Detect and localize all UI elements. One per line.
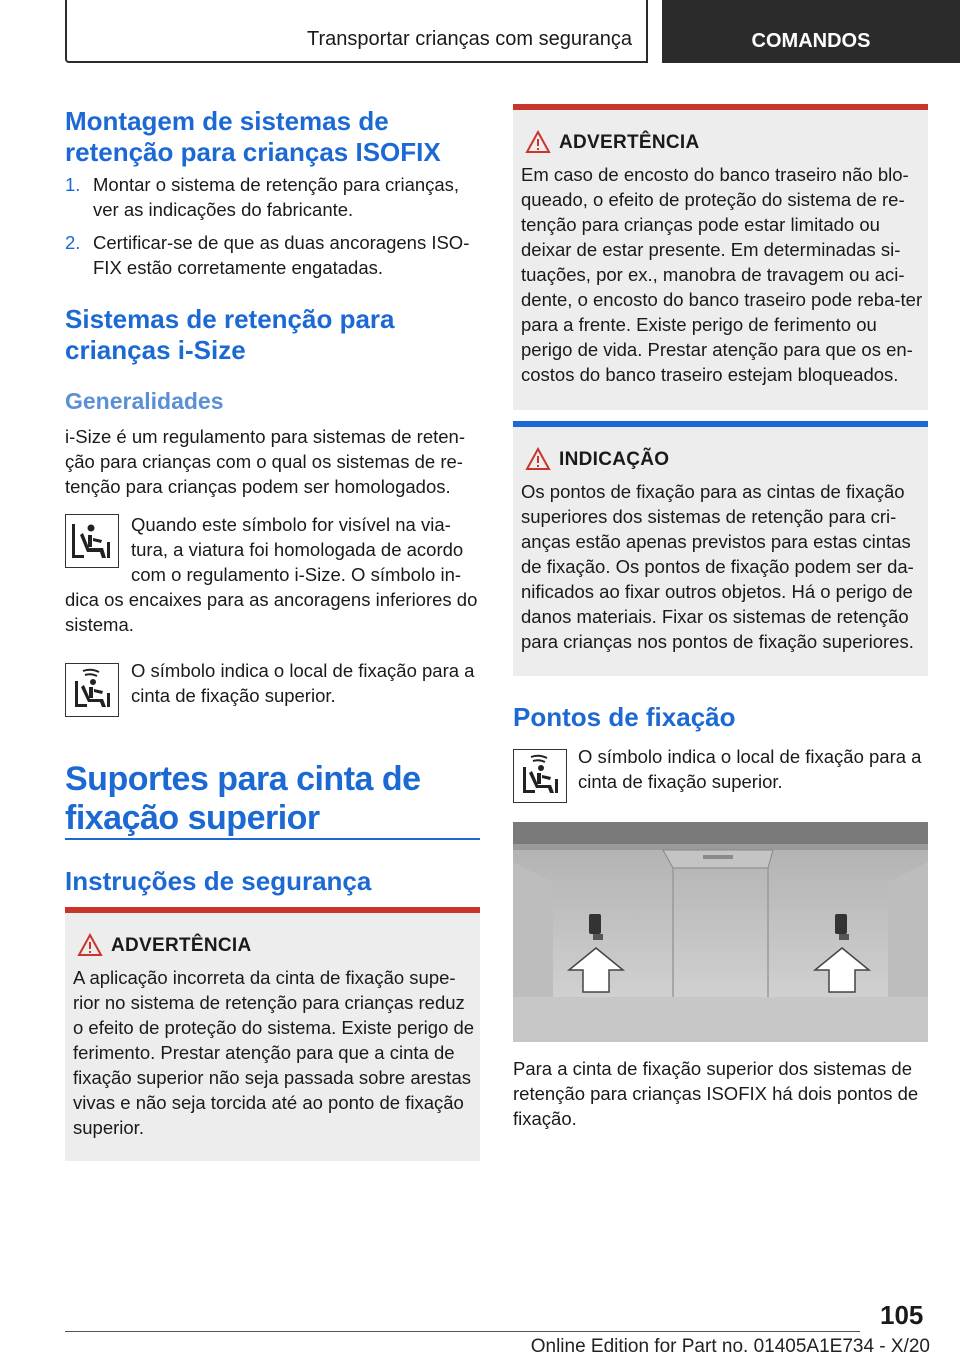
note-triangle-icon [525,447,551,471]
warning-title: ADVERTÊNCIA [559,132,700,153]
safety-heading: Instruções de segurança [65,866,372,896]
general-heading: Generalidades [65,388,224,414]
top-tether-symbol-icon [65,663,119,717]
isofix-heading: Montagem de sistemas de retenção para crianças ISOFIX [65,106,441,167]
tether-heading: Suportes para cinta de fixação superior [65,760,421,837]
step-text: Certificar-se de que as duas ancoragens ISO-FIX estão corretamente engatadas. [93,232,470,278]
footer-edition: Online Edition for Part no. 01405A1E734 - X/20 [530,1336,930,1357]
warning-text: Em caso de encosto do banco traseiro não blo-queado, o efeito de proteção do sistema de re-tenção para crianças pode estar limitado ou deixar de estar presente. Em determinadas si-tuações, por ex., manobra de travagem ou aci-dente, o encosto do banco traseiro pode reba-ter para a frente. Existe perigo de ferimento ou perigo de vida. Prestar atenção para que os en-costos do banco traseiro estejam bloqueados. [521,164,923,385]
warning-box [65,907,480,1161]
warning-title: ADVERTÊNCIA [111,935,252,956]
isize-symbol-text: Quando este símbolo for visível na via-tura, a viatura foi homologada de acordo com o regulamento i-Size. O símbolo in- [131,514,464,585]
step-number: 2. [65,232,81,253]
step-number: 1. [65,174,81,195]
points-symbol-text: O símbolo indica o local de fixação para a cinta de fixação superior. [578,746,922,792]
isize-symbol-text-cont: dica os encaixes para as ancoragens inferiores do sistema. [65,589,478,635]
header-section-title: Transportar crianças com segurança [307,28,632,50]
warning-triangle-icon [525,130,551,154]
note-text: Os pontos de fixação para as cintas de fixação superiores dos sistemas de retenção para cri-anças estão apenas previstos para estas cintas de fixação. Os pontos de fixação podem ser da-nificados ao fixar outros objetos. Há o perigo de danos materiais. Fixar os sistemas de retenção para crianças nos pontos de fixação superiores. [521,481,914,652]
top-tether-symbol-icon [513,749,567,803]
isize-heading: Sistemas de retenção para crianças i-Size [65,304,395,365]
heading-rule [65,838,480,840]
isize-symbol-icon [65,514,119,568]
footer-rule [65,1331,860,1332]
page-number: 105 [880,1300,924,1330]
note-box [513,421,928,676]
warning-box [513,104,928,410]
header-section-box [65,0,648,63]
list-item [65,172,485,222]
general-text: i-Size é um regulamento para sistemas de reten-ção para crianças com o qual os sistemas de re-tenção para crianças podem ser homologados. [65,426,465,497]
tether-symbol-text: O símbolo indica o local de fixação para a cinta de fixação superior. [131,660,475,706]
list-item [65,230,485,280]
step-text: Montar o sistema de retenção para crianças, ver as indicações do fabricante. [93,174,460,220]
header-chapter-tab: COMANDOS [662,0,960,63]
points-heading: Pontos de fixação [513,702,736,732]
trunk-anchor-photo [513,822,928,1042]
warning-text: A aplicação incorreta da cinta de fixação supe-rior no sistema de retenção para crianças reduz o efeito de proteção do sistema. Existe perigo de ferimento. Prestar atenção para que a cinta de fixação superior não seja passada sobre arestas vivas e não seja torcida até ao ponto de fixação superior. [73,967,475,1138]
photo-caption: Para a cinta de fixação superior dos sistemas de retenção para crianças ISOFIX há dois pontos de fixação. [513,1058,919,1129]
warning-triangle-icon [77,933,103,957]
note-title: INDICAÇÃO [559,449,670,470]
